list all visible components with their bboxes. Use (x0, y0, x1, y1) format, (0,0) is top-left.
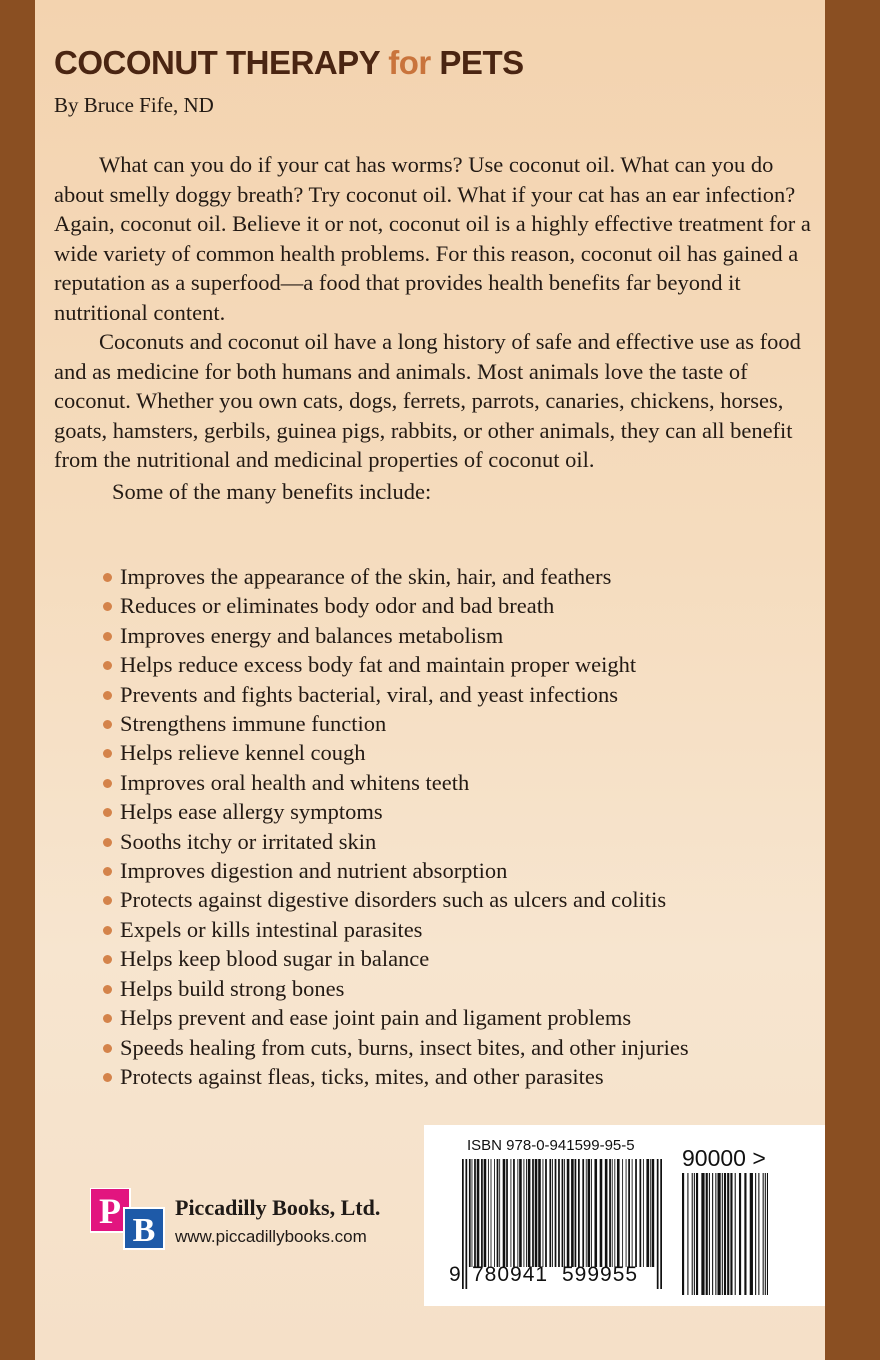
title-main: COCONUT THERAPY (54, 44, 380, 81)
barcode-bar (709, 1173, 710, 1295)
list-item: Protects against fleas, ticks, mites, and other parasites (103, 1062, 689, 1091)
list-item: Strengthens immune function (103, 709, 689, 738)
price-code: 90000 > (682, 1145, 766, 1171)
paragraph-1: What can you do if your cat has worms? Use coconut oil. What can you do about smelly doggy breath? Try coconut oil. What if your cat has an ear infection? Again, coconut oil. Believe it or not, coconut oil is a highly effective treatment for a wide variety of common health problems. For this reason, coconut oil has gained a reputation as a superfood—a food that provides health benefits far beyond it nutritional content. (54, 152, 811, 325)
barcode-bar (730, 1173, 732, 1295)
barcode-bar (469, 1159, 471, 1267)
barcode-bar (696, 1173, 698, 1295)
barcode-bar (727, 1173, 729, 1295)
list-item: Protects against digestive disorders such as ulcers and colitis (103, 885, 689, 914)
barcode-bar (722, 1173, 723, 1295)
description (54, 150, 814, 506)
barcode-bar (545, 1159, 547, 1267)
barcode-bar (750, 1173, 753, 1295)
barcode-bar (605, 1159, 608, 1267)
barcode-bar (535, 1159, 538, 1267)
list-item: Speeds healing from cuts, burns, insect bites, and other injuries (103, 1033, 689, 1062)
list-item: Helps keep blood sugar in balance (103, 944, 689, 973)
barcode-bar (682, 1173, 684, 1295)
barcode-bar (472, 1159, 473, 1267)
author-line: By Bruce Fife, ND (54, 93, 214, 117)
barcode-bar (558, 1159, 560, 1267)
barcode-bar (643, 1159, 644, 1267)
barcode-bar (687, 1173, 688, 1295)
barcode-bar (571, 1159, 574, 1267)
list-item: Improves oral health and whitens teeth (103, 768, 689, 797)
barcode-bar (739, 1173, 741, 1295)
barcode-bar (692, 1173, 693, 1295)
list-item: Expels or kills intestinal parasites (103, 915, 689, 944)
barcode-bar (567, 1159, 570, 1267)
publisher-logo-icon (90, 1188, 166, 1250)
barcode-bar (626, 1159, 627, 1267)
barcode-bar (532, 1159, 534, 1267)
barcode-bar (564, 1159, 565, 1267)
barcode-bar (657, 1159, 659, 1289)
barcode-bar (528, 1159, 531, 1267)
barcode-bar (715, 1173, 716, 1295)
isbn-label: ISBN 978-0-941599-95-5 (467, 1137, 635, 1154)
barcode-bar (513, 1159, 515, 1267)
list-item: Sooths itchy or irritated skin (103, 827, 689, 856)
list-item: Helps relieve kennel cough (103, 738, 689, 767)
barcode-area (424, 1125, 825, 1306)
list-item: Improves energy and balances metabolism (103, 621, 689, 650)
barcode-bar (526, 1159, 527, 1267)
barcode-bar (617, 1159, 620, 1267)
barcode-bar (652, 1159, 655, 1267)
benefits-intro: Some of the many benefits include: (112, 478, 432, 504)
barcode-bar (484, 1159, 487, 1267)
barcode-bar (650, 1159, 651, 1267)
barcode-bar (622, 1159, 623, 1267)
barcode-bar (706, 1173, 708, 1295)
barcode-bar (614, 1159, 615, 1267)
barcode-bar (765, 1173, 766, 1295)
barcode-bar (628, 1159, 630, 1267)
barcode-bar (491, 1159, 492, 1267)
barcode-bar (712, 1173, 713, 1295)
list-item: Reduces or eliminates body odor and bad breath (103, 591, 689, 620)
paragraph-2: Coconuts and coconut oil have a long history of safe and effective use as food and as medicine for both humans and animals. Most animals love the taste of coconut. Whether you own cats, dogs, ferrets, parrots, canaries, chickens, horses, goats, hamsters, gerbils, guinea pigs, rabbits, or other animals, they can all benefit from the nutritional and medicinal properties of coconut oil. (54, 329, 801, 472)
barcode-bar (517, 1159, 518, 1267)
barcode-bar (635, 1159, 637, 1267)
barcode-bar (543, 1159, 544, 1267)
list-item: Helps ease allergy symptoms (103, 797, 689, 826)
barcode-bar (594, 1159, 597, 1267)
barcode-bar (694, 1173, 695, 1295)
publisher-website: www.piccadillybooks.com (175, 1227, 367, 1246)
logo-letter-b: B (132, 1212, 156, 1249)
barcode-bar (538, 1159, 541, 1267)
barcode-bar (701, 1173, 704, 1295)
isbn-digit-group-2: 599955 (562, 1263, 639, 1286)
barcode-bar (552, 1159, 553, 1267)
barcode-bar (724, 1173, 726, 1295)
barcode-bar (510, 1159, 511, 1267)
barcode-bar (612, 1159, 613, 1267)
isbn-digit-lead: 9 (449, 1263, 461, 1286)
barcode-bar (503, 1159, 506, 1267)
barcode-bar (575, 1159, 577, 1267)
barcode-bar (582, 1159, 584, 1267)
list-item: Helps prevent and ease joint pain and ligament problems (103, 1003, 689, 1032)
barcode-bar (477, 1159, 480, 1267)
barcode-bar (646, 1159, 649, 1267)
barcode-bar (609, 1159, 611, 1267)
title-for: for (388, 44, 431, 81)
logo-letter-p: P (99, 1191, 121, 1231)
price-barcode-icon (682, 1173, 768, 1295)
title-pets: PETS (439, 44, 524, 81)
list-item: Helps reduce excess body fat and maintain proper weight (103, 650, 689, 679)
barcode-bar (591, 1159, 592, 1267)
barcode-bar (639, 1159, 641, 1267)
barcode-bar (578, 1159, 580, 1267)
list-item: Improves the appearance of the skin, hair, and feathers (103, 562, 689, 591)
barcode-bar (717, 1173, 720, 1295)
barcode-bar (735, 1173, 736, 1295)
barcode-bar (474, 1159, 476, 1267)
barcode-bar (755, 1173, 756, 1295)
isbn-digit-group-1: 780941 (472, 1263, 549, 1286)
barcode-bar (499, 1159, 500, 1267)
barcode-bar (549, 1159, 551, 1267)
barcode-bar (632, 1159, 633, 1267)
barcode-bar (488, 1159, 489, 1267)
barcode-bar (523, 1159, 524, 1267)
barcode-bar (767, 1173, 768, 1295)
barcode-bar (506, 1159, 508, 1267)
barcode-bar (481, 1159, 483, 1267)
barcode-bar (465, 1159, 467, 1289)
barcode-bar (660, 1159, 662, 1289)
publisher-name: Piccadilly Books, Ltd. (175, 1195, 381, 1220)
barcode-bar (600, 1159, 603, 1267)
book-title (54, 44, 524, 82)
barcode-bar (519, 1159, 522, 1267)
barcode-bar (744, 1173, 746, 1295)
barcode-bar (562, 1159, 564, 1267)
barcode-bar (497, 1159, 499, 1267)
list-item: Improves digestion and nutrient absorption (103, 856, 689, 885)
barcode-bar (586, 1159, 587, 1267)
barcode-bar (758, 1173, 759, 1295)
list-item: Prevents and fights bacterial, viral, and yeast infections (103, 680, 689, 709)
list-item: Helps build strong bones (103, 974, 689, 1003)
benefits-list (103, 562, 689, 1091)
barcode-bar (555, 1159, 557, 1267)
barcode-bar (462, 1159, 464, 1289)
barcode-bar (763, 1173, 764, 1295)
barcode-bar (588, 1159, 591, 1267)
barcode-bar (494, 1159, 495, 1267)
